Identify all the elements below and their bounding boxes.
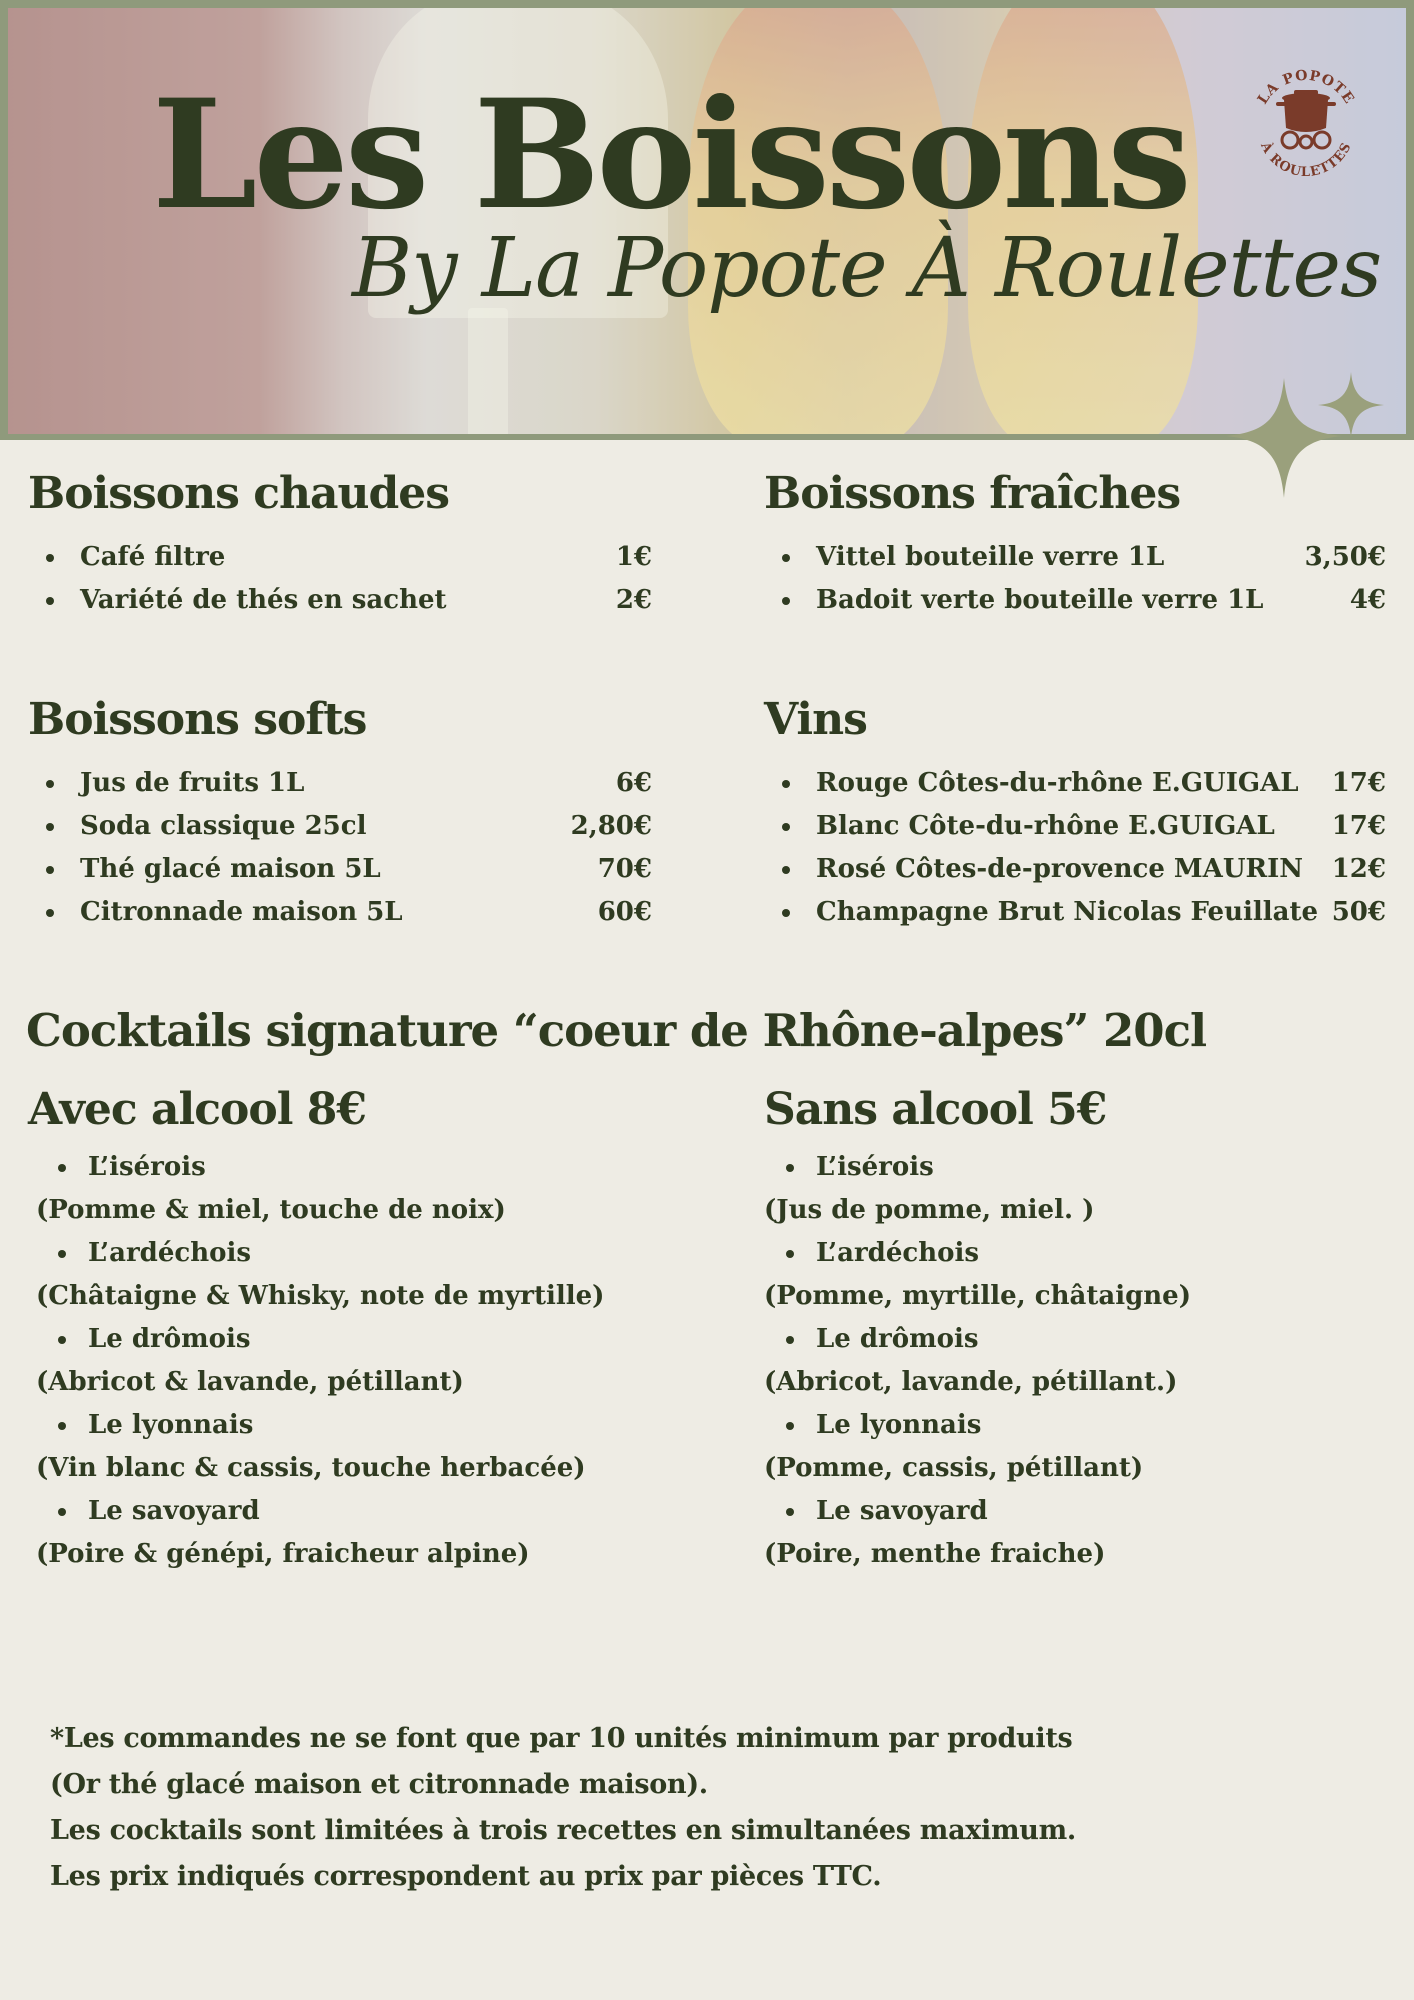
footnote-line: (Or thé glacé maison et citronnade maison). xyxy=(50,1769,708,1800)
list-item xyxy=(764,848,1386,891)
item-name: Café filtre xyxy=(80,542,226,572)
vins-title: Vins xyxy=(764,694,867,745)
page-subtitle: By La Popote À Roulettes xyxy=(352,221,1382,316)
boissons-chaudes-title: Boissons chaudes xyxy=(28,468,450,519)
cocktails-title: Cocktails signature “coeur de Rhône-alpes” 20cl xyxy=(26,1004,1207,1057)
list-item xyxy=(28,536,652,579)
list-item xyxy=(28,579,652,622)
cocktail-desc: (Abricot & lavande, pétillant) xyxy=(36,1367,464,1397)
item-price: 1€ xyxy=(615,542,652,572)
item-name: Blanc Côte-du-rhône E.GUIGAL xyxy=(816,811,1275,841)
item-name: Rouge Côtes-du-rhône E.GUIGAL xyxy=(816,768,1299,798)
logo-bottom-text: À ROULETTES xyxy=(1257,139,1355,181)
cooking-pot-on-wheels-icon xyxy=(1276,90,1336,148)
list-item xyxy=(764,579,1386,622)
footnote-line: Les prix indiqués correspondent au prix par pièces TTC. xyxy=(50,1861,882,1892)
item-name: Thé glacé maison 5L xyxy=(80,854,381,884)
cocktail-desc: (Jus de pomme, miel. ) xyxy=(764,1195,1095,1225)
small-sparkle-icon xyxy=(1318,372,1384,438)
cocktail-name: Le savoyard xyxy=(28,1490,708,1533)
item-name: Champagne Brut Nicolas Feuillate xyxy=(816,897,1319,927)
page-title: Les Boissons xyxy=(152,67,1188,243)
header-banner xyxy=(0,0,1414,440)
item-price: 17€ xyxy=(1331,811,1386,841)
avec-alcool-list xyxy=(28,1146,708,1576)
list-item xyxy=(28,848,652,891)
footnote-line: *Les commandes ne se font que par 10 unités minimum par produits xyxy=(50,1723,1073,1754)
sans-alcool-title: Sans alcool 5€ xyxy=(764,1084,1107,1135)
item-price: 2,80€ xyxy=(570,811,652,841)
item-name: Badoit verte bouteille verre 1L xyxy=(816,585,1264,615)
item-name: Rosé Côtes-de-provence MAURIN xyxy=(816,854,1304,884)
logo-top-text: LA POPOTE xyxy=(1254,67,1358,108)
boissons-softs-list xyxy=(28,762,652,934)
item-price: 4€ xyxy=(1349,585,1386,615)
la-popote-logo xyxy=(1244,62,1368,186)
cocktail-desc: (Poire & génépi, fraicheur alpine) xyxy=(36,1539,530,1569)
boissons-fraiches-title: Boissons fraîches xyxy=(764,468,1181,519)
list-item xyxy=(28,762,652,805)
item-price: 70€ xyxy=(597,854,652,884)
list-item xyxy=(28,891,652,934)
item-price: 6€ xyxy=(615,768,652,798)
cocktail-desc: (Pomme & miel, touche de noix) xyxy=(36,1195,506,1225)
vins-list xyxy=(764,762,1386,934)
list-item xyxy=(764,536,1386,579)
cocktail-desc: (Vin blanc & cassis, touche herbacée) xyxy=(36,1453,586,1483)
cocktail-name: L’ardéchois xyxy=(756,1232,1396,1275)
avec-alcool-title: Avec alcool 8€ xyxy=(28,1084,366,1135)
boissons-fraiches-list xyxy=(764,536,1386,622)
list-item xyxy=(764,891,1386,934)
cocktail-desc: (Châtaigne & Whisky, note de myrtille) xyxy=(36,1281,605,1311)
list-item xyxy=(764,805,1386,848)
item-price: 2€ xyxy=(615,585,652,615)
sans-alcool-list xyxy=(756,1146,1396,1576)
item-name: Jus de fruits 1L xyxy=(80,768,305,798)
item-price: 50€ xyxy=(1331,897,1386,927)
cocktail-name: Le lyonnais xyxy=(756,1404,1396,1447)
item-name: Vittel bouteille verre 1L xyxy=(816,542,1165,572)
cocktail-name: Le lyonnais xyxy=(28,1404,708,1447)
item-price: 12€ xyxy=(1331,854,1386,884)
item-name: Citronnade maison 5L xyxy=(80,897,403,927)
list-item xyxy=(28,805,652,848)
cocktail-desc: (Pomme, myrtille, châtaigne) xyxy=(764,1281,1192,1311)
item-name: Variété de thés en sachet xyxy=(80,585,447,615)
svg-text:À ROULETTES xyxy=(1257,139,1355,181)
footnote-line: Les cocktails sont limitées à trois recettes en simultanées maximum. xyxy=(50,1815,1076,1846)
cocktail-name: L’ardéchois xyxy=(28,1232,708,1275)
boissons-softs-title: Boissons softs xyxy=(28,694,367,745)
footnotes xyxy=(50,1716,1076,1900)
cocktail-desc: (Poire, menthe fraiche) xyxy=(764,1539,1106,1569)
item-name: Soda classique 25cl xyxy=(80,811,367,841)
cocktail-name: Le drômois xyxy=(28,1318,708,1361)
cocktail-name: L’isérois xyxy=(756,1146,1396,1189)
item-price: 17€ xyxy=(1331,768,1386,798)
cocktail-desc: (Abricot, lavande, pétillant.) xyxy=(764,1367,1178,1397)
item-price: 60€ xyxy=(597,897,652,927)
list-item xyxy=(764,762,1386,805)
boissons-chaudes-list xyxy=(28,536,652,622)
item-price: 3,50€ xyxy=(1304,542,1386,572)
cocktail-name: Le savoyard xyxy=(756,1490,1396,1533)
cocktail-name: L’isérois xyxy=(28,1146,708,1189)
cocktail-name: Le drômois xyxy=(756,1318,1396,1361)
cocktail-desc: (Pomme, cassis, pétillant) xyxy=(764,1453,1144,1483)
